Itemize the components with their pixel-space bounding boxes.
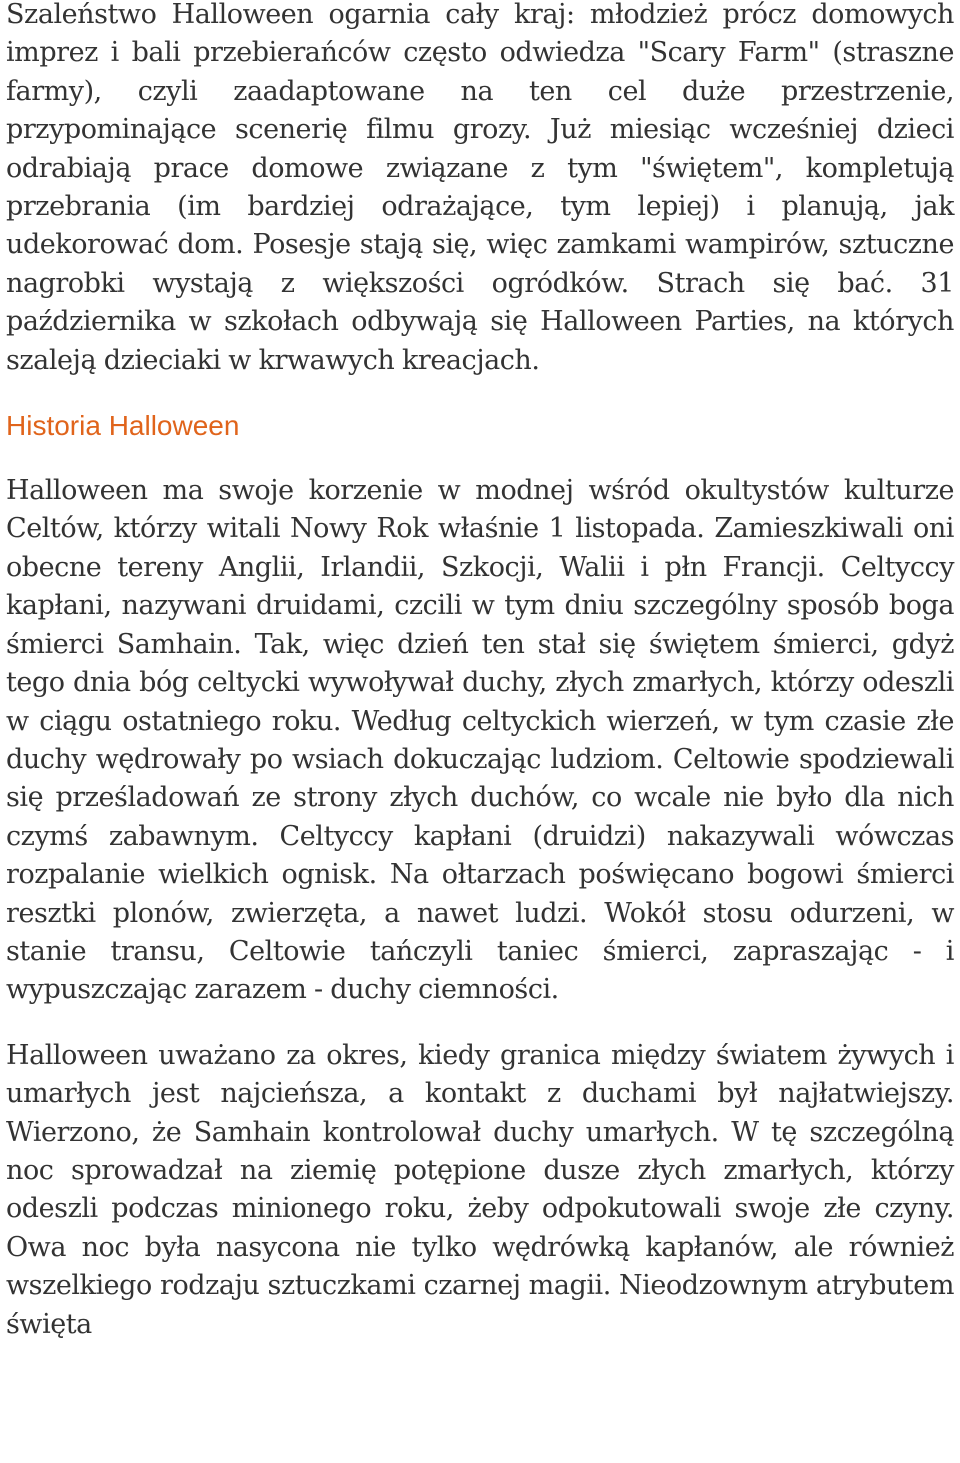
history-paragraph: Halloween ma swoje korzenie w modnej wśród okultystów kulturze Celtów, którzy witali Nowy Rok właśnie 1 listopada. Zamieszkiwali oni obecne tereny Anglii, Irlandii, Szkocji, Walii i płn Francji. Celtyccy kapłani, nazywani druidami, czcili w tym dniu szczególny sposób boga śmierci Samhain. Tak, więc dzień ten stał się świętem śmierci, gdyż tego dnia bóg celtycki wywoływał duchy, złych zmarłych, którzy odeszli w ciągu ostatniego roku. Według celtyckich wierzeń, w tym czasie złe duchy wędrowały po wsiach dokuczając ludziom. Celtowie spodziewali się prześladowań ze strony złych duchów, co wcale nie było dla nich czymś zabawnym. Celtyccy kapłani (druidzi) nakazywali wówczas rozpalanie wielkich ognisk. Na ołtarzach poświęcano bogowi śmierci resztki plonów, zwierzęta, a nawet ludzi. Wokół stosu odurzeni, w stanie transu, Celtowie tańczyli taniec śmierci, zapraszając - i wypuszczając zarazem - duchy ciemności. [6,475,954,1006]
section-heading-history: Historia Halloween [6,410,240,442]
samhain-paragraph: Halloween uważano za okres, kiedy granica między światem żywych i umarłych jest najcieńsza, a kontakt z duchami był najłatwiejszy. Wierzono, że Samhain kontrolował duchy umarłych. W tę szczególną noc sprowadzał na ziemię potępione dusze złych zmarłych, którzy odeszli podczas minionego roku, żeby odpokutowali swoje złe czyny. Owa noc była nasycona nie tylko wędrówką kapłanów, ale również wszelkiego rodzaju sztuczkami czarnej magii. Nieodzownym atrybutem święta [6,1039,954,1340]
intro-paragraph: Szaleństwo Halloween ogarnia cały kraj: młodzież prócz domowych imprez i bali przebierańców często odwiedza "Scary Farm" (straszne farmy), czyli zaadaptowane na ten cel duże przestrzenie, przypominające scenerię filmu grozy. Już miesiąc wcześniej dzieci odrabiają prace domowe związane z tym "świętem", kompletują przebrania (im bardziej odrażające, tym lepiej) i planują, jak udekorować dom. Posesje stają się, więc zamkami wampirów, sztuczne nagrobki wystają z większości ogródków. Strach się bać. 31 października w szkołach odbywają się Halloween Parties, na których szaleją dzieciaki w krwawych kreacjach. [6,0,954,376]
article-page [6,0,954,1344]
